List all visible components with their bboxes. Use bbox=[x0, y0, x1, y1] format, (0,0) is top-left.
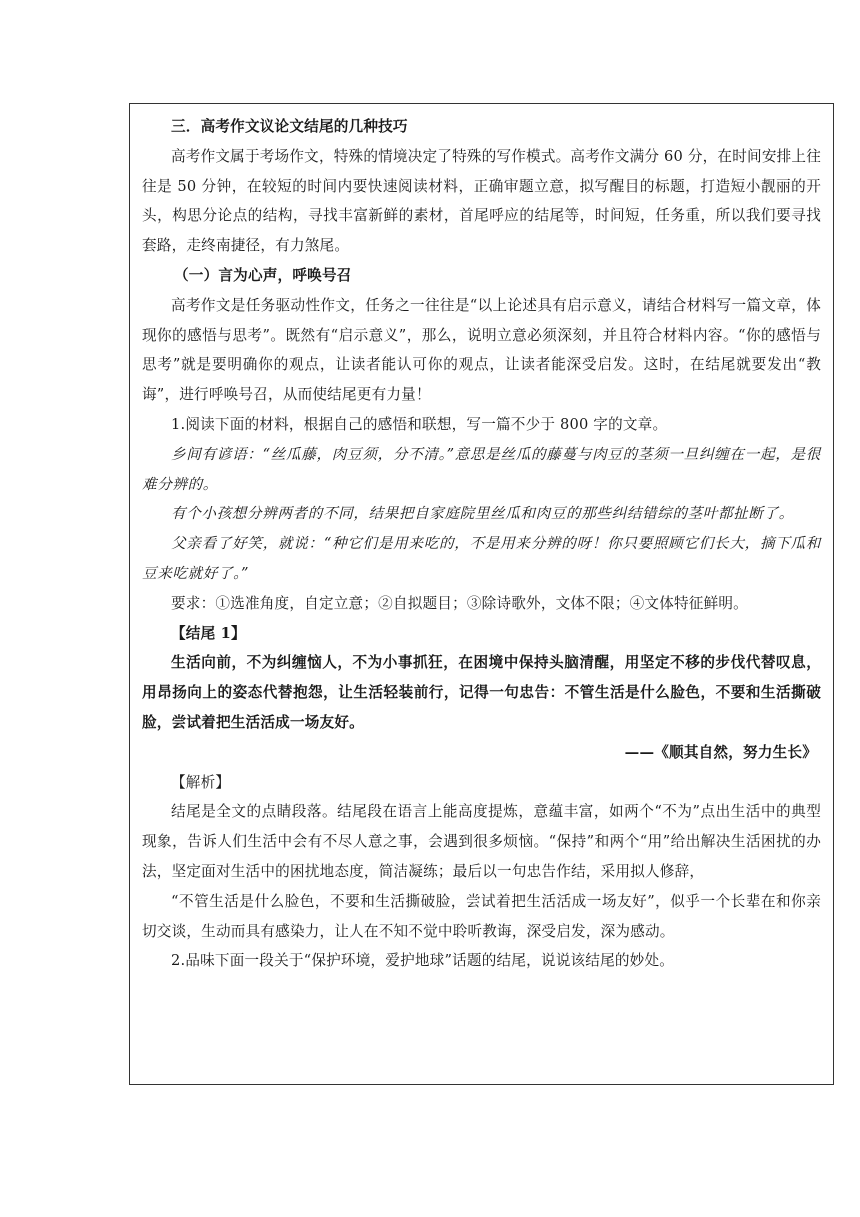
material-paragraph-1: 乡间有谚语：“丝瓜藤，肉豆须，分不清。”意思是丝瓜的藤蔓与肉豆的茎须一旦纠缠在一起，是很难分辨的。 bbox=[142, 445, 821, 493]
task-2: 2.品味下面一段关于“保护环境，爱护地球”话题的结尾，说说该结尾的妙处。 bbox=[171, 952, 675, 970]
analysis-paragraph-2: “不管生活是什么脸色，不要和生活撕破脸，尝试着把生活活成一场友好”，似乎一个长辈在和你亲切交谈，生动而具有感染力，让人在不知不觉中聆听教诲，深受启发，深为感动。 bbox=[142, 892, 821, 940]
ending-text: 生活向前，不为纠缠恼人，不为小事抓狂，在困境中保持头脑清醒，用坚定不移的步伐代替叹息，用昂扬向上的姿态代替抱怨，让生活轻装前行，记得一句忠告：不管生活是什么脸色，不要和生活撕破脸，尝试着把生活活成一场友好。 bbox=[142, 654, 821, 731]
material-paragraph-2: 有个小孩想分辨两者的不同，结果把自家庭院里丝瓜和肉豆的那些纠结错综的茎叶都扯断了。 bbox=[171, 505, 794, 523]
task-1: 1.阅读下面的材料，根据自己的感悟和联想，写一篇不少于 800 字的文章。 bbox=[171, 415, 668, 433]
material-paragraph-3: 父亲看了好笑，就说：“种它们是用来吃的，不是用来分辨的呀！你只要照顾它们长大，摘下瓜和豆来吃就好了。” bbox=[142, 535, 821, 582]
section-title: 三．高考作文议论文结尾的几种技巧 bbox=[171, 118, 408, 135]
requirements: 要求：①选准角度，自定立意；②自拟题目；③除诗歌外，文体不限；④文体特征鲜明。 bbox=[171, 594, 748, 612]
analysis-label: 【解析】 bbox=[171, 773, 231, 791]
subsection-title: （一）言为心声，呼唤号召 bbox=[174, 266, 352, 284]
subsection-paragraph: 高考作文是任务驱动性作文，任务之一往往是“以上论述具有启示意义，请结合材料写一篇文章，体现你的感悟与思考”。既然有“启示意义”，那么，说明立意必须深刻，并且符合材料内容。“你的感悟与思考”就是要明确你的观点，让读者能认可你的观点，让读者能深受启发。这时，在结尾就要发出“教诲”，进行呼唤号召，从而使结尾更有力量！ bbox=[142, 296, 821, 404]
document-content-box bbox=[129, 103, 834, 1085]
ending-label: 【结尾 1】 bbox=[171, 624, 246, 642]
ending-source: ——《顺其自然，努力生长》 bbox=[624, 743, 817, 761]
intro-paragraph: 高考作文属于考场作文，特殊的情境决定了特殊的写作模式。高考作文满分 60 分，在时间安排上往往是 50 分钟，在较短的时间内要快速阅读材料，正确审题立意，拟写醒目的标题，打造短小靓丽的开头，构思分论点的结构，寻找丰富新鲜的素材，首尾呼应的结尾等，时间短，任务重，所以我们要寻找套路，走终南捷径，有力煞尾。 bbox=[142, 147, 821, 255]
analysis-paragraph-1: 结尾是全文的点睛段落。结尾段在语言上能高度提炼，意蕴丰富，如两个“不为”点出生活中的典型现象，告诉人们生活中会有不尽人意之事，会遇到很多烦恼。“保持”和两个“用”给出解决生活困扰的办法，坚定面对生活中的困扰地态度，简洁凝练；最后以一句忠告作结，采用拟人修辞， bbox=[142, 803, 821, 880]
